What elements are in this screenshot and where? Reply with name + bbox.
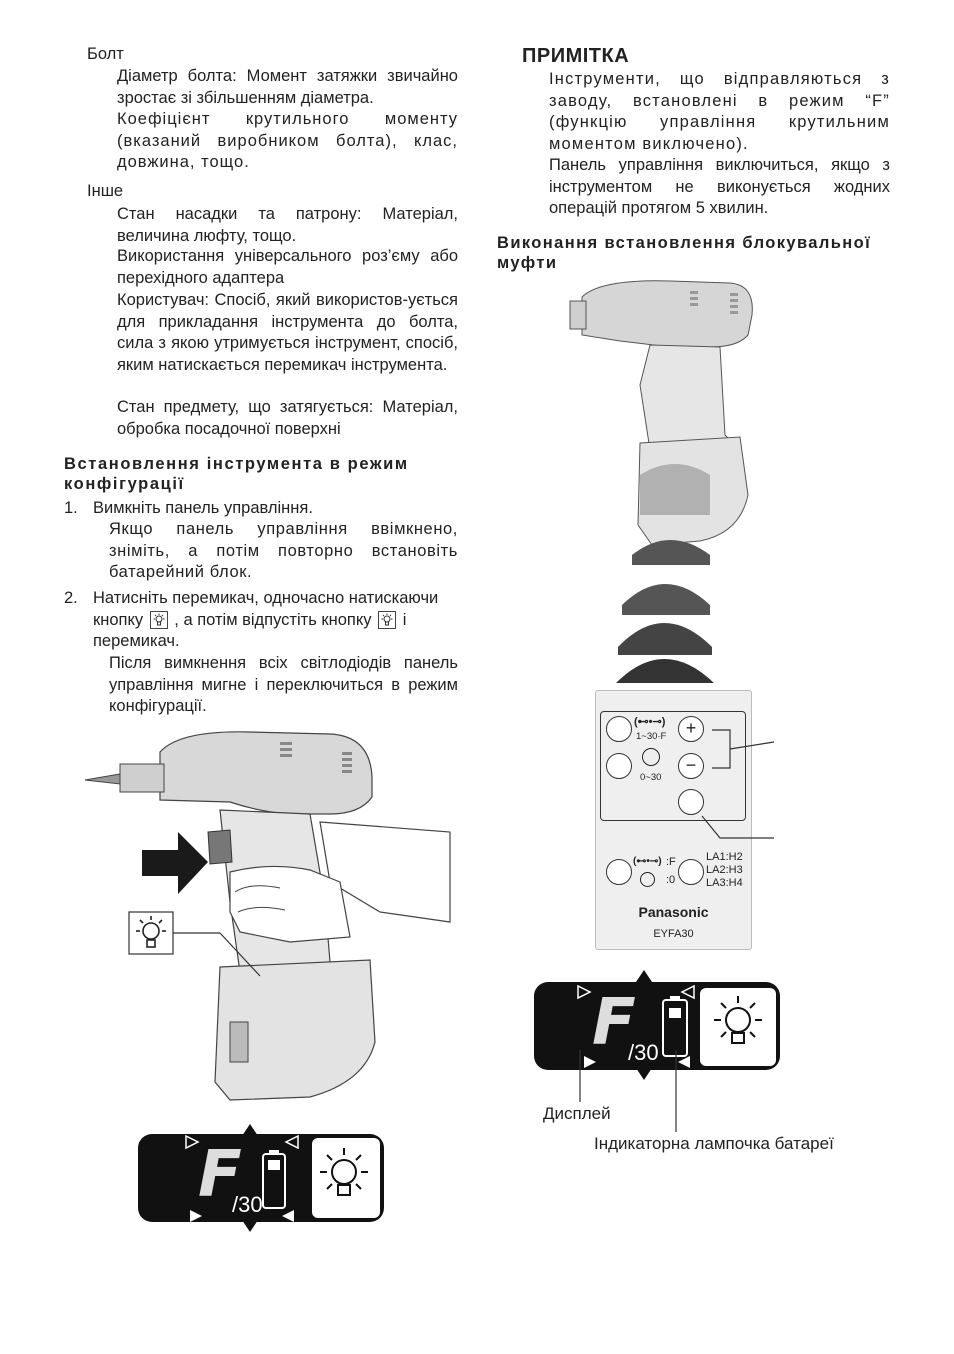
display-label: Дисплей	[543, 1104, 611, 1123]
la1-label: LA1:H2	[706, 851, 743, 863]
mode-f-label: :F	[666, 856, 676, 868]
light-icon	[150, 611, 168, 629]
minus-button[interactable]: −	[678, 753, 704, 779]
torque-mode-button[interactable]	[606, 716, 632, 742]
step1-detail-text: Якщо панель управління ввімкнено, зніміть, а потім повторно встановіть батарейний блок.	[109, 520, 458, 581]
other-workpiece-text: Стан предмету, що затягується: Матеріал, обробка посадочної поверхні	[117, 398, 458, 438]
step2-text-b: , а потім відпустіть кнопку	[174, 610, 372, 629]
other-user-text: Користувач: Спосіб, який використов-ується для прикладання інструмента до болта, сила з якою утримується інструмент, спосіб, яким натискається перемикач інструмента.	[117, 291, 458, 374]
range-torque-label: 1~30·F	[636, 731, 667, 742]
bolt-torque-coefficient-text: Коефіцієнт крутильного моменту (вказаний виробником болта), клас, довжина, тощо.	[117, 110, 458, 171]
right-display-digit: F	[592, 986, 636, 1060]
step2-number: 2.	[64, 589, 78, 607]
la2-label: LA2:H3	[706, 864, 743, 876]
range-timer-label: 0~30	[640, 772, 662, 783]
step1-number: 1.	[64, 499, 78, 517]
mode-left-button[interactable]	[606, 859, 632, 885]
left-display-count: /30	[232, 1192, 263, 1217]
bolt-heading: Болт	[87, 45, 124, 63]
torque-icon: (⊷•⊸)	[634, 716, 666, 728]
bolt-diameter-text: Діаметр болта: Момент затяжки звичайно зростає зі збільшенням діаметра.	[117, 67, 458, 107]
tool-with-signal-illustration	[560, 275, 770, 685]
impact-driver-illustration	[80, 722, 460, 1122]
plus-button[interactable]: +	[678, 716, 704, 742]
note-auto-off-text: Панель управління виключиться, якщо з інструментом не виконується жодних операцій протягом 5 хвилин.	[549, 156, 890, 217]
panel-callout-lines	[700, 720, 780, 850]
config-mode-heading: Встановлення інструмента в режим конфігурації	[64, 455, 409, 493]
clock-icon	[640, 872, 655, 887]
timer-mode-button[interactable]	[606, 753, 632, 779]
note-title: ПРИМІТКА	[522, 45, 630, 67]
display-callout-lines	[570, 1050, 690, 1140]
step2-text-c: і перемикач.	[93, 610, 407, 650]
note-factory-text: Інструменти, що відправляються з заводу, встановлені в режим “F” (функцію управління крутильним моментом виключено).	[549, 70, 890, 153]
left-display-panel	[138, 1124, 386, 1232]
model-label: EYFA30	[653, 928, 694, 940]
step2-text	[93, 588, 459, 653]
other-heading: Інше	[87, 182, 124, 200]
battery-indicator-label: Індикаторна лампочка батареї	[594, 1134, 834, 1153]
torque-icon: (⊷•⊸)	[633, 856, 662, 867]
brand-logo: Panasonic	[638, 904, 709, 920]
mode-right-button[interactable]	[678, 859, 704, 885]
light-icon	[378, 611, 396, 629]
step2-text-a: Натисніть перемикач, одночасно натискаючи кнопку	[93, 589, 439, 629]
right-display-count: /30	[628, 1040, 659, 1065]
la3-label: LA3:H4	[706, 877, 743, 889]
other-adapter-text: Використання універсального роз’єму або перехідного адаптера	[117, 247, 458, 287]
step1-text: Вимкніть панель управління.	[93, 499, 313, 517]
left-display-digit: F	[198, 1138, 242, 1212]
other-bit-condition-text: Стан насадки та патрону: Матеріал, величина люфту, тощо.	[117, 205, 458, 245]
clock-icon	[642, 748, 660, 766]
clutch-heading: Виконання встановлення блокувальної муфти	[497, 234, 872, 272]
step2-detail-text: Після вимкнення всіх світлодіодів панель управління мигне і переключиться в режим конфігурації.	[109, 654, 458, 715]
mode-0-label: :0	[666, 874, 676, 886]
